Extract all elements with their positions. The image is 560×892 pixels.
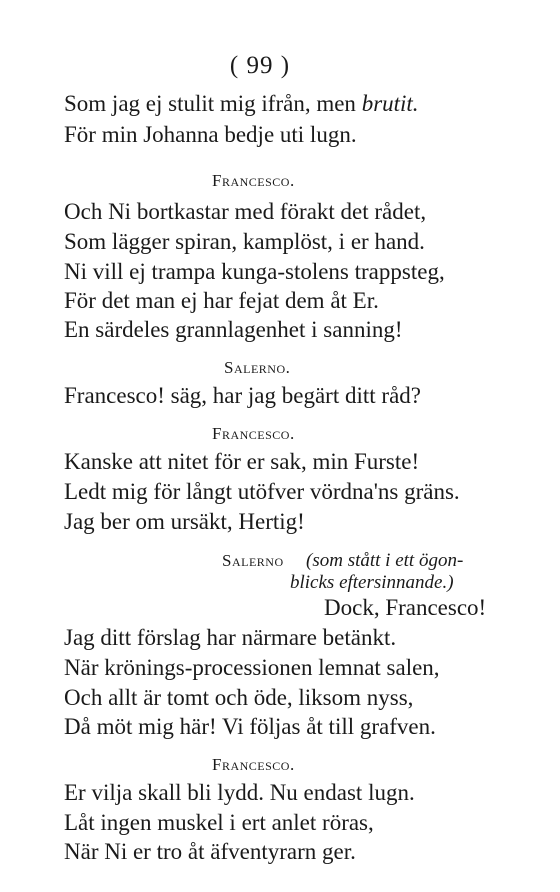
verse-line: Som lägger spiran, kamplöst, i er hand.: [64, 229, 425, 254]
speaker-name: Salerno.: [224, 358, 291, 377]
speaker-name: Francesco.: [212, 424, 295, 443]
verse-line: Och allt är tomt och öde, liksom nyss,: [64, 685, 414, 710]
stage-direction: (som stått i ett ögon-: [306, 550, 464, 571]
verse-line: När Ni er tro åt äfventyrarn ger.: [64, 839, 356, 864]
verse-line: Ledt mig för långt utöfver vördna'ns gräns.: [64, 479, 460, 504]
verse-line: För min Johanna bedje uti lugn.: [64, 122, 357, 147]
verse-line: Er vilja skall bli lydd. Nu endast lugn.: [64, 780, 415, 805]
verse-line: En särdeles grannlagenhet i sanning!: [64, 317, 403, 342]
stage-direction: blicks eftersinnande.): [290, 572, 454, 593]
verse-line: Dock, Francesco!: [324, 595, 487, 620]
verse-line-text: Som jag ej stulit mig ifrån, men: [64, 91, 362, 116]
verse-line-emphasis: brutit.: [361, 91, 419, 116]
verse-line: För det man ej har fejat dem åt Er.: [64, 288, 379, 313]
verse-line: Francesco! säg, har jag begärt ditt råd?: [64, 383, 421, 408]
verse-line: Jag ditt förslag har närmare betänkt.: [64, 625, 397, 650]
verse-line: Låt ingen muskel i ert anlet röras,: [64, 810, 374, 835]
verse-line: Kanske att nitet för er sak, min Furste!: [64, 449, 420, 474]
verse-line: När krönings-processionen lemnat salen,: [64, 655, 440, 680]
speaker-name: Francesco.: [212, 171, 295, 190]
verse-line: Ni vill ej trampa kunga-stolens trappsteg,: [64, 259, 445, 284]
speaker-name: Salerno: [222, 551, 284, 570]
page-number: ( 99 ): [229, 52, 291, 79]
verse-line: Då möt mig här! Vi följas åt till grafven.: [64, 714, 436, 739]
speaker-name: Francesco.: [212, 755, 295, 774]
verse-line: Och Ni bortkastar med förakt det rådet,: [64, 199, 427, 224]
verse-line: [64, 90, 419, 118]
verse-line: Jag ber om ursäkt, Hertig!: [64, 509, 305, 534]
